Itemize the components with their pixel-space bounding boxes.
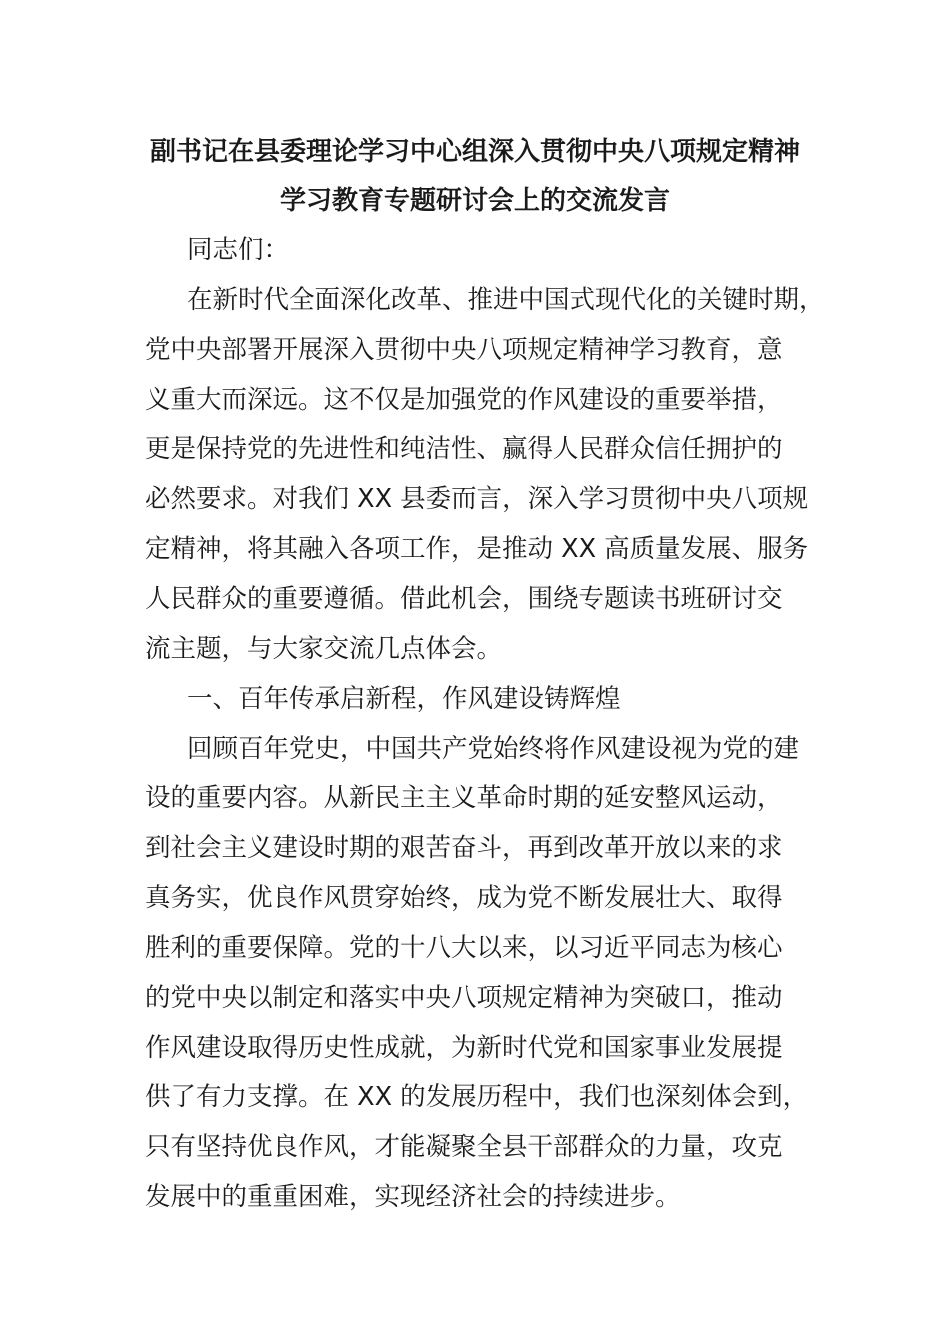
paragraph-line: 义重大而深远。这不仅是加强党的作风建设的重要举措， bbox=[145, 385, 783, 415]
greeting: 同志们： bbox=[187, 235, 290, 265]
paragraph-line: 定精神，将其融入各项工作，是推动 XX 高质量发展、服务 bbox=[145, 534, 809, 564]
paragraph-line: 更是保持党的先进性和纯洁性、赢得人民群众信任拥护的 bbox=[145, 434, 783, 464]
document-title-line-1: 副书记在县委理论学习中心组深入贯彻中央八项规定精神 bbox=[149, 137, 800, 167]
paragraph-line: 作风建设取得历史性成就，为新时代党和国家事业发展提 bbox=[145, 1033, 783, 1063]
paragraph-line: 回顾百年党史，中国共产党始终将作风建设视为党的建 bbox=[187, 734, 800, 764]
paragraph-line: 胜利的重要保障。党的十八大以来，以习近平同志为核心 bbox=[145, 933, 783, 963]
paragraph-line: 人民群众的重要遵循。借此机会，围绕专题读书班研讨交 bbox=[145, 584, 783, 614]
paragraph-line: 只有坚持优良作风，才能凝聚全县干部群众的力量，攻克 bbox=[145, 1132, 783, 1162]
paragraph-line: 的党中央以制定和落实中央八项规定精神为突破口，推动 bbox=[145, 983, 783, 1013]
document-title-line-2: 学习教育专题研讨会上的交流发言 bbox=[279, 186, 670, 216]
paragraph-line: 真务实，优良作风贯穿始终，成为党不断发展壮大、取得 bbox=[145, 883, 783, 913]
paragraph-line: 供了有力支撑。在 XX 的发展历程中，我们也深刻体会到， bbox=[145, 1082, 809, 1112]
paragraph-line: 发展中的重重困难，实现经济社会的持续进步。 bbox=[145, 1182, 681, 1212]
paragraph-line: 设的重要内容。从新民主主义革命时期的延安整风运动， bbox=[145, 783, 783, 813]
section-heading: 一、百年传承启新程，作风建设铸辉煌 bbox=[187, 684, 621, 714]
paragraph-line: 到社会主义建设时期的艰苦奋斗，再到改革开放以来的求 bbox=[145, 833, 783, 863]
paragraph-line: 在新时代全面深化改革、推进中国式现代化的关键时期， bbox=[187, 285, 825, 315]
paragraph-line: 必然要求。对我们 XX 县委而言，深入学习贯彻中央八项规 bbox=[145, 484, 809, 514]
paragraph-line: 流主题，与大家交流几点体会。 bbox=[145, 634, 503, 664]
paragraph-line: 党中央部署开展深入贯彻中央八项规定精神学习教育，意 bbox=[145, 335, 783, 365]
